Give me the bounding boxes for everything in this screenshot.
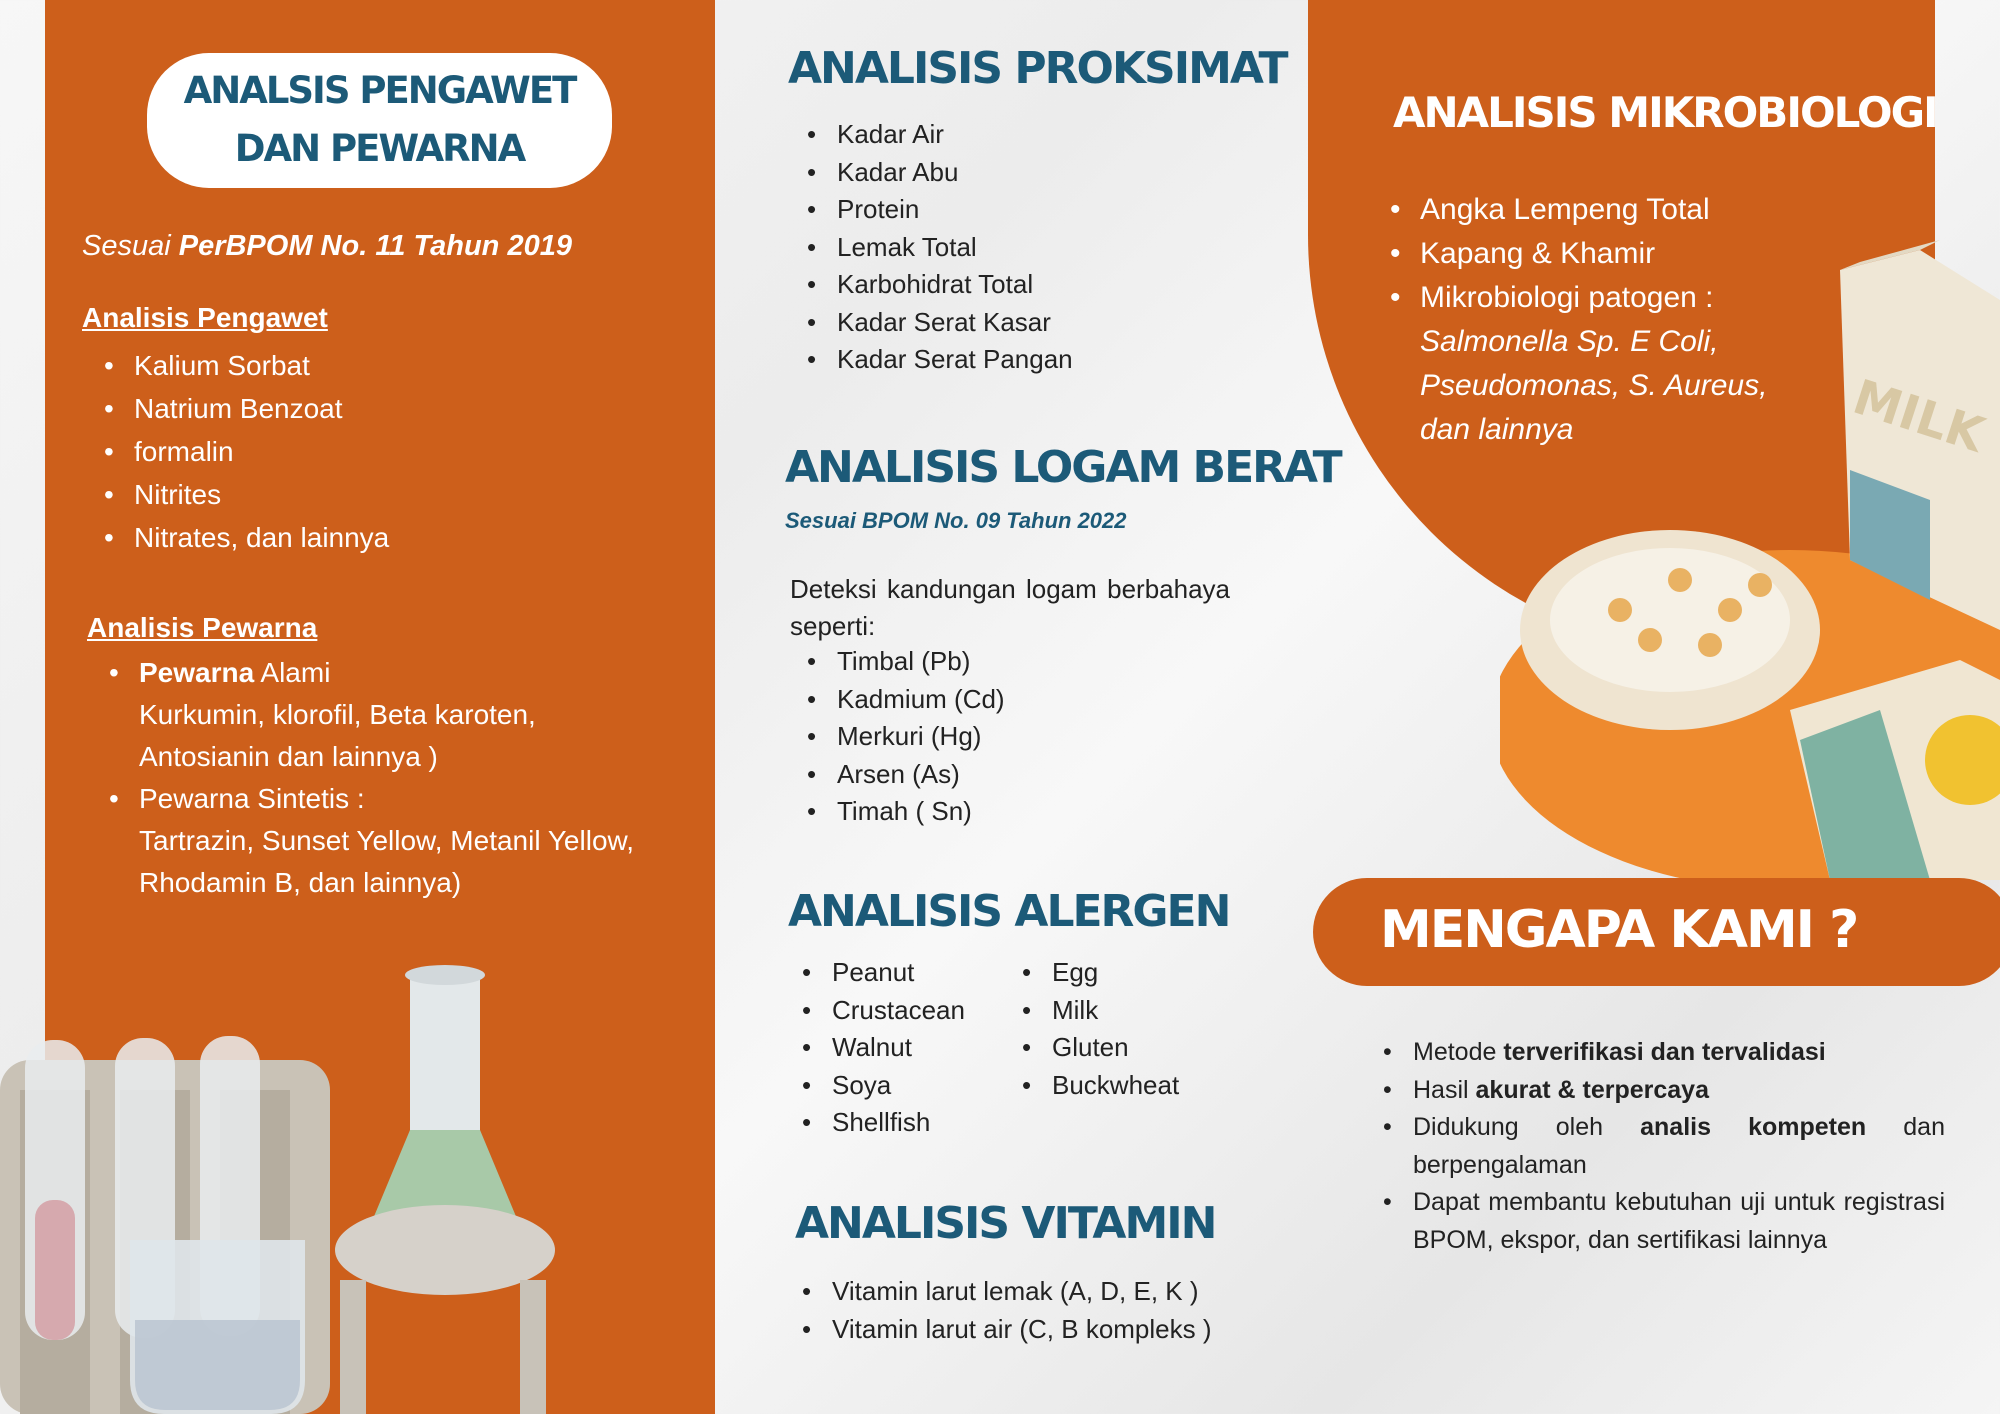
pewarna-detail: Tartrazin, Sunset Yellow, Metanil Yellow, Rhodamin B, dan lainnya) xyxy=(139,825,634,898)
item-text: Didukung oleh xyxy=(1413,1113,1641,1141)
list-item: • Gluten xyxy=(1000,1029,1179,1067)
logam-subtitle: Sesuai BPOM No. 09 Tahun 2022 xyxy=(785,508,1127,533)
list-item: • Lemak Total xyxy=(785,229,1073,267)
regulation-text xyxy=(82,230,572,263)
list-item: • Arsen (As) xyxy=(785,756,1005,794)
title-line-1: ANALSIS PENGAWET xyxy=(183,69,576,112)
pewarna-bold: Pewarna xyxy=(139,657,255,688)
patogen-label: Mikrobiologi patogen : xyxy=(1420,281,1714,314)
title-pill xyxy=(147,53,612,188)
beaker-liquid xyxy=(135,1320,300,1410)
stand-leg xyxy=(520,1280,546,1414)
item-text: Hasil xyxy=(1413,1075,1476,1104)
pewarna-list xyxy=(87,652,647,904)
logam-description: Deteksi kandungan logam berbahaya seperti: xyxy=(790,574,1230,641)
pengawet-heading: Analisis Pengawet xyxy=(82,302,328,333)
list-item: • Soya xyxy=(780,1067,965,1105)
proksimat-list xyxy=(785,116,1073,379)
logam-heading: ANALISIS LOGAM BERAT xyxy=(785,442,1341,493)
pengawet-list xyxy=(82,344,389,559)
title-line-2: DAN PEWARNA xyxy=(234,127,525,170)
item-text: Metode xyxy=(1413,1038,1504,1066)
list-item: • Vitamin larut air (C, B kompleks ) xyxy=(780,1310,1212,1348)
item-text: Dapat membantu kebutuhan uji untuk registrasi BPOM, ekspor, dan sertifikasi lainnya xyxy=(1413,1188,1945,1254)
regulation-bold: PerBPOM No. 11 Tahun 2019 xyxy=(178,230,572,262)
pewarna-heading: Analisis Pewarna xyxy=(87,612,318,643)
proksimat-heading: ANALISIS PROKSIMAT xyxy=(788,43,1287,94)
list-item: • Kadar Serat Pangan xyxy=(785,341,1073,379)
alergen-heading: ANALISIS ALERGEN xyxy=(788,886,1230,937)
list-item: • Timah ( Sn) xyxy=(785,793,1005,831)
list-item: • Natrium Benzoat xyxy=(82,387,389,430)
list-item: • Kalium Sorbat xyxy=(82,344,389,387)
list-item xyxy=(87,778,647,904)
list-item: • Milk xyxy=(1000,992,1179,1030)
list-item: • Nitrates, dan lainnya xyxy=(82,516,389,559)
list-item: • Kadmium (Cd) xyxy=(785,681,1005,719)
list-item: • Egg xyxy=(1000,954,1179,992)
list-item: • Merkuri (Hg) xyxy=(785,718,1005,756)
list-item xyxy=(1365,1072,1945,1110)
tube-liquid xyxy=(35,1200,75,1340)
item-bold: analis kompeten xyxy=(1640,1113,1867,1141)
pewarna-detail: Kurkumin, klorofil, Beta karoten, Antosianin dan lainnya ) xyxy=(139,699,536,772)
lab-glassware-illustration xyxy=(0,950,600,1414)
patogen-detail: Salmonella Sp. E Coli, Pseudomonas, S. Aureus, dan lainnya xyxy=(1420,325,1768,446)
mengapa-kami-heading: MENGAPA KAMI ? xyxy=(1380,900,1858,960)
list-item: • Crustacean xyxy=(780,992,965,1030)
alergen-list-col2 xyxy=(1000,954,1179,1104)
pewarna-text: Alami xyxy=(254,657,331,688)
list-item: • Nitrites xyxy=(82,473,389,516)
list-item: • Protein xyxy=(785,191,1073,229)
list-item xyxy=(1365,1184,1945,1259)
food-illustration xyxy=(1500,240,2000,880)
regulation-prefix: Sesuai xyxy=(82,230,179,262)
list-item: • Timbal (Pb) xyxy=(785,643,1005,681)
pewarna-text: Pewarna Sintetis : xyxy=(139,783,365,814)
vitamin-heading: ANALISIS VITAMIN xyxy=(795,1198,1216,1249)
mengapa-kami-list xyxy=(1365,1034,1945,1259)
list-item xyxy=(87,652,647,778)
mikrobiologi-heading: ANALISIS MIKROBIOLOGI xyxy=(1393,88,1937,137)
logam-list xyxy=(785,643,1005,831)
list-item: • Kadar Serat Kasar xyxy=(785,304,1073,342)
list-item: • Shellfish xyxy=(780,1104,965,1142)
milk-label: MILK xyxy=(1846,369,1991,464)
flask-neck xyxy=(410,975,480,1135)
list-item xyxy=(1365,1034,1945,1072)
list-item: • Karbohidrat Total xyxy=(785,266,1073,304)
list-item xyxy=(1365,1109,1945,1184)
list-item: • Walnut xyxy=(780,1029,965,1067)
list-item: • Kadar Air xyxy=(785,116,1073,154)
list-item: • Peanut xyxy=(780,954,965,992)
flask-rim xyxy=(405,965,485,985)
list-item: • Buckwheat xyxy=(1000,1067,1179,1105)
list-item: • Kapang & Khamir xyxy=(1368,232,1788,276)
list-item: • Angka Lempeng Total xyxy=(1368,188,1788,232)
item-bold: akurat & terpercaya xyxy=(1475,1075,1709,1104)
list-item: • Kadar Abu xyxy=(785,154,1073,192)
list-item: • Vitamin larut lemak (A, D, E, K ) xyxy=(780,1272,1212,1310)
stand-leg xyxy=(340,1280,366,1414)
vitamin-list xyxy=(780,1272,1212,1348)
bowl-milk xyxy=(1550,548,1790,692)
item-bold: terverifikasi dan tervalidasi xyxy=(1503,1038,1826,1066)
alergen-list-col1 xyxy=(780,954,965,1142)
list-item: • formalin xyxy=(82,430,389,473)
item-text: dan berpengalaman xyxy=(1413,1113,1945,1179)
